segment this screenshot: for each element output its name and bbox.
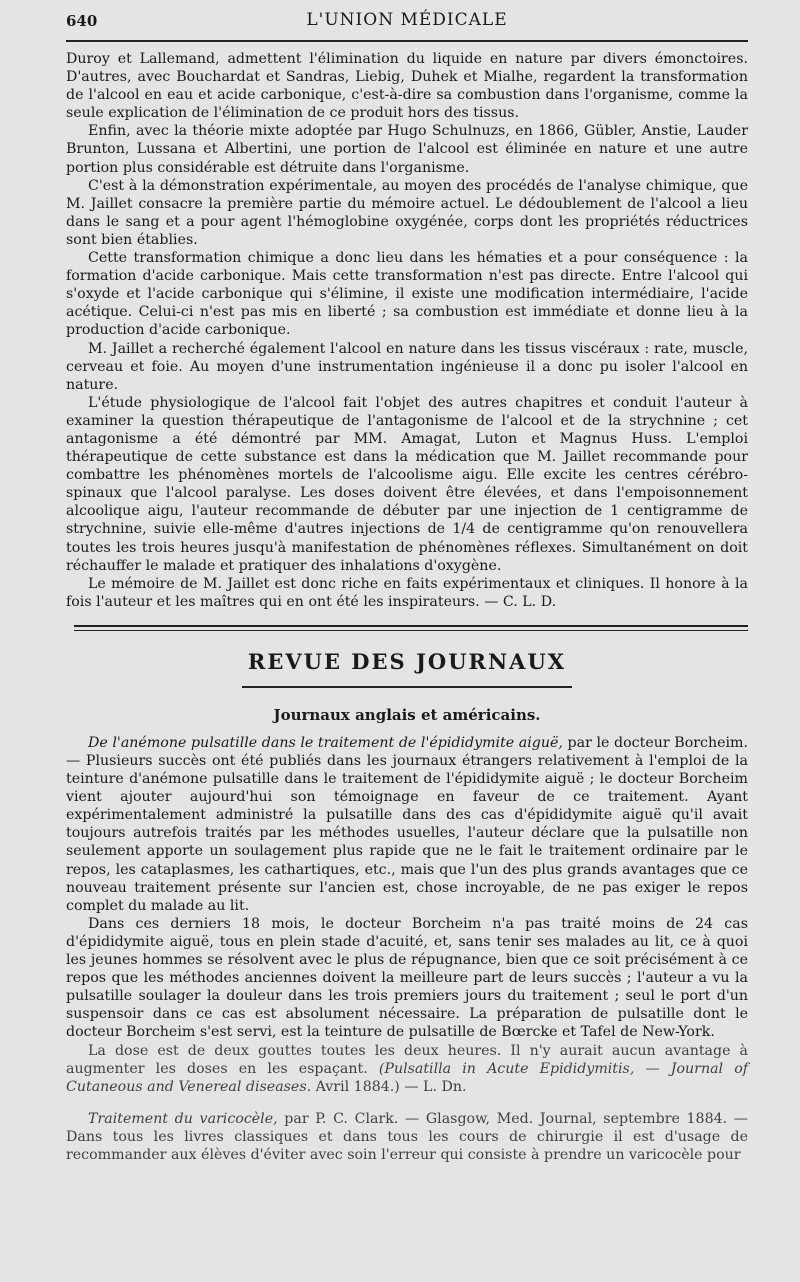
article1-lead xyxy=(66,734,748,915)
journal-title: L'UNION MÉDICALE xyxy=(306,10,508,30)
article2-text: par P. C. Clark. — Glasgow, Med. Journal, septembre 1884. — Dans tous les livres classiques et dans tous les cours de chirurgie il est d'usage de recommander aux élèves d'éviter avec soin l'erreur qui consiste à prendre un varicocèle pour xyxy=(66,1110,748,1163)
article1-paragraph-3 xyxy=(66,1042,748,1096)
article2-paragraph xyxy=(66,1110,748,1164)
article1-byline: par le docteur Borcheim.— xyxy=(66,734,748,769)
review-paragraph-5: M. Jaillet a recherché également l'alcool en nature dans les tissus viscéraux : rate, muscle, cerveau et foie. Au moyen d'une instrumentation ingénieuse il a donc pu isoler l'alcool en nature. xyxy=(66,340,748,393)
article1-paragraph-2: Dans ces derniers 18 mois, le docteur Borcheim n'a pas traité moins de 24 cas d'épididymite aiguë, tous en plein stade d'acuité, et, sans tenir ses malades au lit, ce à quoi les jeunes hommes se résolvent avec le plus de répugnance, bien que ce soit précisément à ce repos que les méthodes anciennes doivent la meilleure part de leurs succès ; l'auteur a vu la pulsatille soulager la douleur dans les trois premiers jours du traitement ; seul le port d'un suspensoir dans ce cas est absolument nécessaire. La préparation de pulsatille dont le docteur Borcheim s'est servi, est la teinture de pulsatille de Bœrcke et Tafel de New-York. xyxy=(66,915,748,1041)
article1-signature: Avril 1884.) — L. Dn. xyxy=(311,1078,467,1095)
article1-source: (Pulsatilla in Acute Epididymitis, — Journal of Cutaneous and Venereal diseases. xyxy=(66,1060,748,1095)
running-head xyxy=(66,0,748,40)
article1-title: De l'anémone pulsatille dans le traitement de l'épididymite aiguë, xyxy=(88,734,563,751)
header-rule xyxy=(66,40,748,42)
section-title-rule xyxy=(242,686,572,688)
review-paragraph-6: L'étude physiologique de l'alcool fait l'objet des autres chapitres et conduit l'auteur à examiner la question thérapeutique de l'antagonisme de l'alcool et de la strychnine ; cet antagonisme a été démontré par MM. Amagat, Luton et Magnus Huss. L'emploi thérapeutique de cette substance est dans la médication que M. Jaillet recommande pour combattre les phénomènes mortels de l'alcoolisme aigu. Elle excite les centres cérébro-spinaux que l'alcool paralyse. Les doses doivent être élevées, et dans l'empoisonnement alcoolique aigu, l'auteur recommande de débuter par une injection de 1 centigramme de strychnine, suivie elle-même d'autres injections de 1/4 de centigramme qu'on renouvellera toutes les trois heures jusqu'à manifestation de phénomènes réflexes. Simultanément on doit réchauffer le malade et pratiquer des inhalations d'oxygène. xyxy=(66,394,748,574)
article2-title: Traitement du varicocèle, xyxy=(88,1110,278,1127)
review-paragraph-7: Le mémoire de M. Jaillet est donc riche en faits expérimentaux et cliniques. Il honore à la fois l'auteur et les maîtres qui en ont été les inspirateurs. — C. L. D. xyxy=(66,575,748,610)
review-paragraph-4: Cette transformation chimique a donc lieu dans les hématies et a pour conséquence : la formation d'acide carbonique. Mais cette transformation n'est pas directe. Entre l'alcool qui s'oxyde et l'acide carbonique qui s'élimine, il existe une modification intermédiaire, l'acide acétique. Celui-ci n'est pas mis en liberté ; sa combustion est immédiate et donne lieu à la production d'acide carbonique. xyxy=(66,250,748,339)
review-paragraph-3: C'est à la démonstration expérimentale, au moyen des procédés de l'analyse chimique, que M. Jaillet consacre la première partie du mémoire actuel. Le dédoublement de l'alcool a lieu dans le sang et a pour agent l'hémoglobine oxygénée, corps dont les propriétés réductrices sont bien établies. xyxy=(66,177,748,248)
section-title: REVUE DES JOURNAUX xyxy=(247,648,567,674)
subsection-title: Journaux anglais et américains. xyxy=(273,705,541,724)
page-number: 640 xyxy=(66,12,98,30)
article-gap xyxy=(66,1096,748,1110)
article1-dose-text: La dose est de deux gouttes toutes les deux heures. Il n'y aurait aucun avantage à augmenter les doses en les espaçant. xyxy=(66,1042,748,1077)
review-paragraph-2: Enfin, avec la théorie mixte adoptée par Hugo Schulnuzs, en 1866, Gübler, Anstie, Lauder Brunton, Lussana et Albertini, une portion de l'alcool est éliminée en nature et une autre portion plus considérable est détruite dans l'organisme. xyxy=(66,123,748,176)
section-divider xyxy=(74,625,748,631)
article1-intro: Plusieurs succès ont été publiés dans les journaux étrangers relativement à l'emploi de la teinture d'anémone pulsatille dans le traitement de l'épididymite aiguë ; le docteur Borcheim vient ajouter aujourd'hui son témoignage en faveur de ce traitement. Ayant expérimentalement administré la pulsatille dans des cas d'épididymite aiguë qu'il avait toujours autrefois traités par les méthodes usuelles, l'auteur déclare que la pulsatille non seulement apporte un soulagement plus rapide que ne le fait le traitement ordinaire par le repos, les cataplasmes, les cathartiques, etc., mais que l'un des plus grands avantages que ce nouveau traitement présente sur l'ancien est, chose incroyable, de ne pas exiger le repos complet du malade au lit. xyxy=(66,753,748,914)
review-paragraph-1: Duroy et Lallemand, admettent l'élimination du liquide en nature par divers émonctoires. D'autres, avec Bouchardat et Sandras, Liebig, Duhek et Mialhe, regardent la transformation de l'alcool en eau et acide carbonique, c'est-à-dire sa combustion dans l'organisme, comme la seule explication de l'élimination de ce produit hors des tissus. xyxy=(66,51,748,122)
